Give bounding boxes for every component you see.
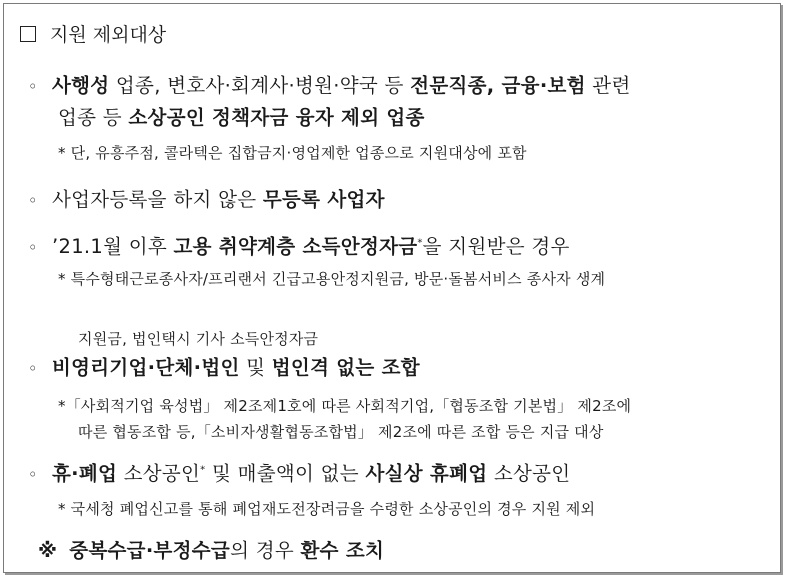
bullet-icon: ◦ xyxy=(28,238,38,257)
item-3-line-1 xyxy=(28,231,570,259)
section-heading xyxy=(20,20,166,47)
text: 의 경우 xyxy=(230,539,301,562)
bullet-icon: ◦ xyxy=(28,191,38,210)
item-1-line-2 xyxy=(58,102,425,130)
bold-text: 소상공인 정책자금 융자 제외 업종 xyxy=(128,106,425,129)
item-4-note-2: 따른 협동조합 등,「소비자생활협동조합법」 제2조에 따른 조합 등은 지급 대상 xyxy=(78,423,604,441)
text: 업종 등 xyxy=(58,106,129,129)
bold-text: 무등록 사업자 xyxy=(262,188,385,211)
text: 업종, 변호사·회계사·병원·약국 등 xyxy=(109,74,411,97)
text: 소상공인 xyxy=(117,462,201,485)
bold-text: 비영리기업·단체·법인 xyxy=(52,356,240,379)
bold-text: 환수 조치 xyxy=(300,539,385,562)
text: 을 지원받은 경우 xyxy=(422,235,570,258)
checkbox-square-icon xyxy=(20,26,36,42)
bullet-icon: ◦ xyxy=(28,465,38,484)
reference-mark-icon: ※ xyxy=(38,539,58,562)
item-5-line-1 xyxy=(28,458,570,486)
bold-text: 중복수급·부정수급 xyxy=(69,539,231,562)
bold-text: 사실상 휴폐업 xyxy=(365,462,488,485)
item-4-note-1: *「사회적기업 육성법」 제2조제1호에 따른 사회적기업,「협동조합 기본법」 제2조에 xyxy=(58,397,632,415)
footnote-mark: * xyxy=(200,464,206,476)
text: 소상공인 xyxy=(487,462,571,485)
bold-text: 전문직종, 금융·보험 xyxy=(410,74,586,97)
item-2-line-1 xyxy=(28,184,385,212)
heading-text: 지원 제외대상 xyxy=(50,24,167,46)
bold-text: 사행성 xyxy=(52,74,110,97)
text: ’21.1월 이후 xyxy=(52,235,174,258)
bullet-icon: ◦ xyxy=(28,77,38,96)
text: 사업자등록을 하지 않은 xyxy=(52,188,263,211)
footnote-mark: * xyxy=(417,237,423,249)
bold-text: 휴·폐업 xyxy=(52,462,118,485)
bold-text: 법인격 없는 조합 xyxy=(271,356,420,379)
bullet-icon: ◦ xyxy=(28,359,38,378)
item-4-line-1 xyxy=(28,352,420,380)
item-3-note-1: * 특수형태근로종사자/프리랜서 긴급고용안정지원금, 방문·돌봄서비스 종사자 생계 xyxy=(58,270,606,288)
item-1-line-1 xyxy=(28,70,631,98)
bold-text: 고용 취약계층 소득안정자금 xyxy=(173,235,418,258)
text: 및 매출액이 없는 xyxy=(205,462,366,485)
footer-line xyxy=(38,535,384,563)
item-5-note: * 국세청 폐업신고를 통해 폐업재도전장려금을 수령한 소상공인의 경우 지원 제외 xyxy=(58,500,596,518)
text: 및 xyxy=(239,356,272,379)
item-3-note-2: 지원금, 법인택시 기사 소득안정자금 xyxy=(78,330,319,348)
text: 관련 xyxy=(585,74,631,97)
item-1-note: * 단, 유흥주점, 콜라텍은 집합금지·영업제한 업종으로 지원대상에 포함 xyxy=(58,144,527,162)
